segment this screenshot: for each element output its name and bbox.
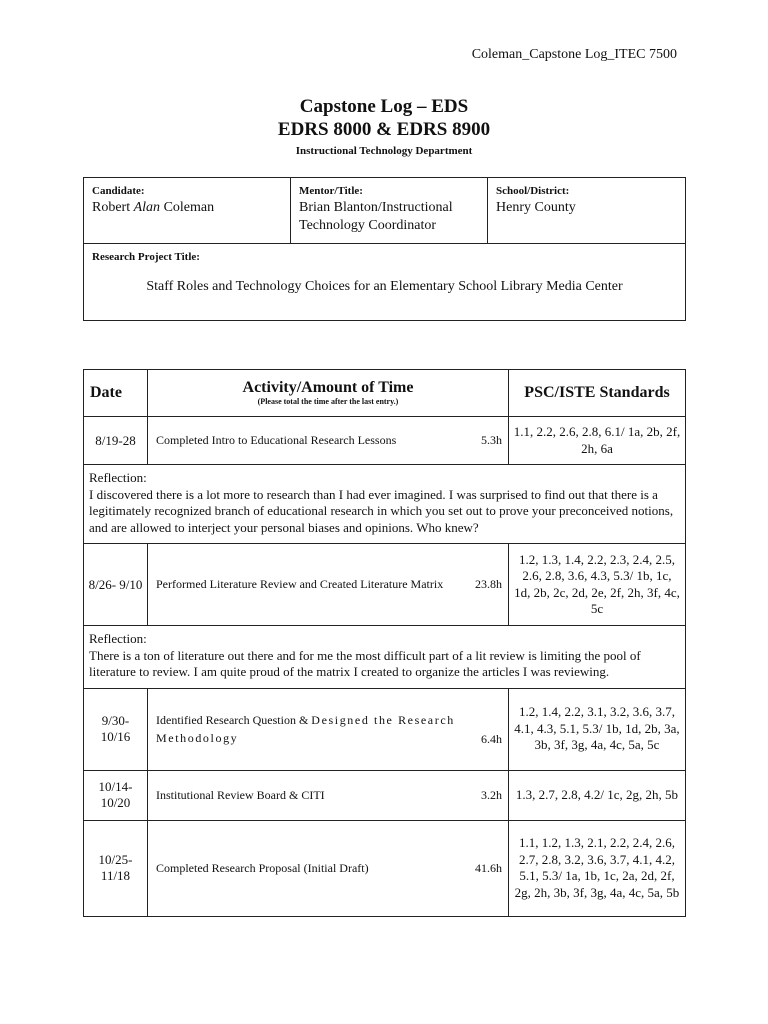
entry-activity bbox=[148, 820, 509, 916]
activity-text-part1: Identified Research Question & bbox=[156, 713, 309, 727]
entry-date: 10/25- 11/18 bbox=[84, 820, 148, 916]
table-header-row bbox=[84, 370, 686, 417]
capstone-log-table bbox=[83, 369, 686, 917]
activity-hours: 5.3h bbox=[481, 433, 502, 447]
entry-activity bbox=[148, 544, 509, 626]
header-activity bbox=[148, 370, 509, 417]
activity-text: Institutional Review Board & CITI bbox=[156, 787, 325, 802]
activity-hours: 6.4h bbox=[481, 732, 502, 746]
entry-date: 10/14- 10/20 bbox=[84, 770, 148, 820]
header-date: Date bbox=[84, 370, 148, 417]
mentor-label: Mentor/Title: bbox=[299, 185, 363, 197]
candidate-middle-name: Alan bbox=[133, 200, 161, 215]
project-label: Research Project Title: bbox=[92, 251, 200, 263]
activity-text: Completed Intro to Educational Research Lessons bbox=[156, 433, 397, 447]
entry-standards: 1.1, 2.2, 2.6, 2.8, 6.1/ 1a, 2b, 2f, 2h, 6a bbox=[509, 417, 686, 465]
entry-activity bbox=[148, 417, 509, 465]
course-codes: EDRS 8000 & EDRS 8900 bbox=[277, 119, 491, 140]
entry-date: 8/19-28 bbox=[84, 417, 148, 465]
title-block bbox=[0, 95, 768, 159]
activity-hours: 41.6h bbox=[475, 860, 502, 875]
table-row bbox=[84, 544, 686, 626]
mentor-value: Brian Blanton/Instructional Technology Coordinator bbox=[299, 200, 453, 233]
entry-date: 9/30- 10/16 bbox=[84, 688, 148, 770]
table-row bbox=[84, 820, 686, 916]
reflection-label: Reflection: bbox=[89, 631, 147, 646]
entry-standards: 1.1, 1.2, 1.3, 2.1, 2.2, 2.4, 2.6, 2.7, 2.8, 3.2, 3.6, 3.7, 4.1, 4.2, 5.1, 5.3/ 1a, 1b, 1c, 2a, 2d, 2f, 2g, 2h, 3b, 3f, 3g, 4a, 4c, 5a, 5b bbox=[509, 820, 686, 916]
activity-hours: 3.2h bbox=[481, 787, 502, 802]
header-activity-title: Activity/Amount of Time bbox=[242, 379, 414, 396]
candidate-label: Candidate: bbox=[92, 185, 145, 197]
activity-hours: 23.8h bbox=[475, 577, 502, 591]
project-cell bbox=[84, 244, 686, 321]
candidate-info-table bbox=[83, 177, 686, 321]
candidate-first-name: Robert bbox=[92, 200, 131, 215]
reflection-row bbox=[84, 626, 686, 689]
reflection-row bbox=[84, 465, 686, 544]
entry-date: 8/26- 9/10 bbox=[84, 544, 148, 626]
school-label: School/District: bbox=[496, 185, 570, 197]
header-activity-note: (Please total the time after the last entry.) bbox=[257, 397, 399, 406]
document-header: Coleman_Capstone Log_ITEC 7500 bbox=[471, 47, 677, 62]
project-title: Staff Roles and Technology Choices for an Elementary School Library Media Center bbox=[146, 279, 623, 294]
activity-text: Completed Research Proposal (Initial Draft) bbox=[156, 860, 369, 875]
department-name: Instructional Technology Department bbox=[295, 145, 473, 157]
activity-text: Performed Literature Review and Created Literature Matrix bbox=[156, 577, 444, 591]
entry-activity bbox=[148, 688, 509, 770]
mentor-cell bbox=[291, 178, 488, 244]
reflection-cell bbox=[84, 626, 686, 689]
activity-text-part2: Designed the Research Methodology bbox=[156, 713, 455, 745]
table-row bbox=[84, 770, 686, 820]
reflection-cell bbox=[84, 465, 686, 544]
candidate-cell bbox=[84, 178, 291, 244]
document-title: Capstone Log – EDS bbox=[299, 96, 469, 117]
reflection-text: There is a ton of literature out there and for me the most difficult part of a lit review is limiting the pool of literature to review. I am quite proud of the matrix I created to organize the articles I was reviewing. bbox=[89, 647, 641, 679]
header-standards: PSC/ISTE Standards bbox=[509, 370, 686, 417]
candidate-last-name: Coleman bbox=[163, 200, 215, 215]
entry-standards: 1.2, 1.3, 1.4, 2.2, 2.3, 2.4, 2.5, 2.6, 2.8, 3.6, 4.3, 5.3/ 1b, 1c, 1d, 2b, 2c, 2d, 2e, 2f, 2h, 3f, 4c, 5c bbox=[509, 544, 686, 626]
table-row bbox=[84, 688, 686, 770]
school-cell bbox=[488, 178, 686, 244]
reflection-text: I discovered there is a lot more to research than I had ever imagined. I was surprised to find out that there is a legitimately recognized branch of educational research in which you set out to prove your preconceived notions, and are allowed to interject your personal biases and opinions. Who knew? bbox=[89, 486, 674, 535]
table-row bbox=[84, 417, 686, 465]
entry-activity bbox=[148, 770, 509, 820]
school-value: Henry County bbox=[496, 200, 576, 215]
entry-standards: 1.3, 2.7, 2.8, 4.2/ 1c, 2g, 2h, 5b bbox=[509, 770, 686, 820]
reflection-label: Reflection: bbox=[89, 470, 147, 485]
entry-standards: 1.2, 1.4, 2.2, 3.1, 3.2, 3.6, 3.7, 4.1, 4.3, 5.1, 5.3/ 1b, 1d, 2b, 3a, 3b, 3f, 3g, 4a, 4c, 5a, 5c bbox=[509, 688, 686, 770]
